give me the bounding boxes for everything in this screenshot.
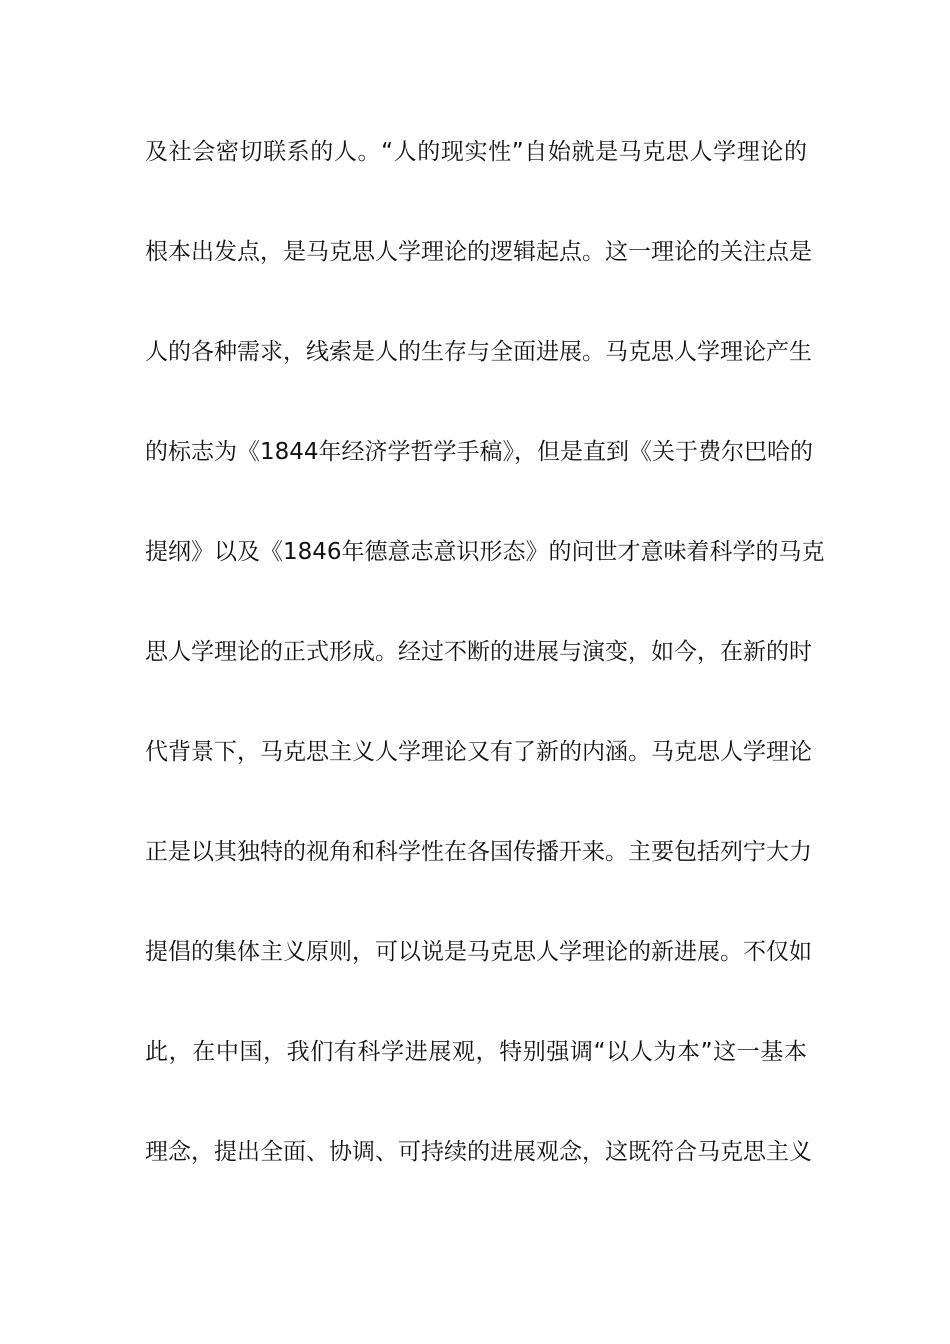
text-line: 思人学理论的正式形成。经过不断的进展与演变，如今，在新的时 [145, 639, 812, 665]
text-line: 提倡的集体主义原则，可以说是马克思人学理论的新进展。不仅如 [145, 939, 812, 965]
text-line: 代背景下，马克思主义人学理论又有了新的内涵。马克思人学理论 [145, 739, 812, 765]
text-line: 此，在中国，我们有科学进展观，特别强调“以人为本”这一基本 [145, 1039, 807, 1065]
text-line: 及社会密切联系的人。“人的现实性”自始就是马克思人学理论的 [145, 139, 807, 165]
text-line: 理念，提出全面、协调、可持续的进展观念，这既符合马克思主义 [145, 1139, 812, 1165]
text-line: 的标志为《1844年经济学哲学手稿》，但是直到《关于费尔巴哈的 [145, 439, 814, 465]
body-paragraph [145, 131, 825, 1231]
text-line: 正是以其独特的视角和科学性在各国传播开来。主要包括列宁大力 [145, 839, 812, 865]
text-line: 人的各种需求，线索是人的生存与全面进展。马克思人学理论产生 [145, 339, 812, 365]
text-line: 提纲》以及《1846年德意志意识形态》的问世才意味着科学的马克 [145, 539, 825, 565]
text-line: 根本出发点，是马克思人学理论的逻辑起点。这一理论的关注点是 [145, 239, 812, 265]
